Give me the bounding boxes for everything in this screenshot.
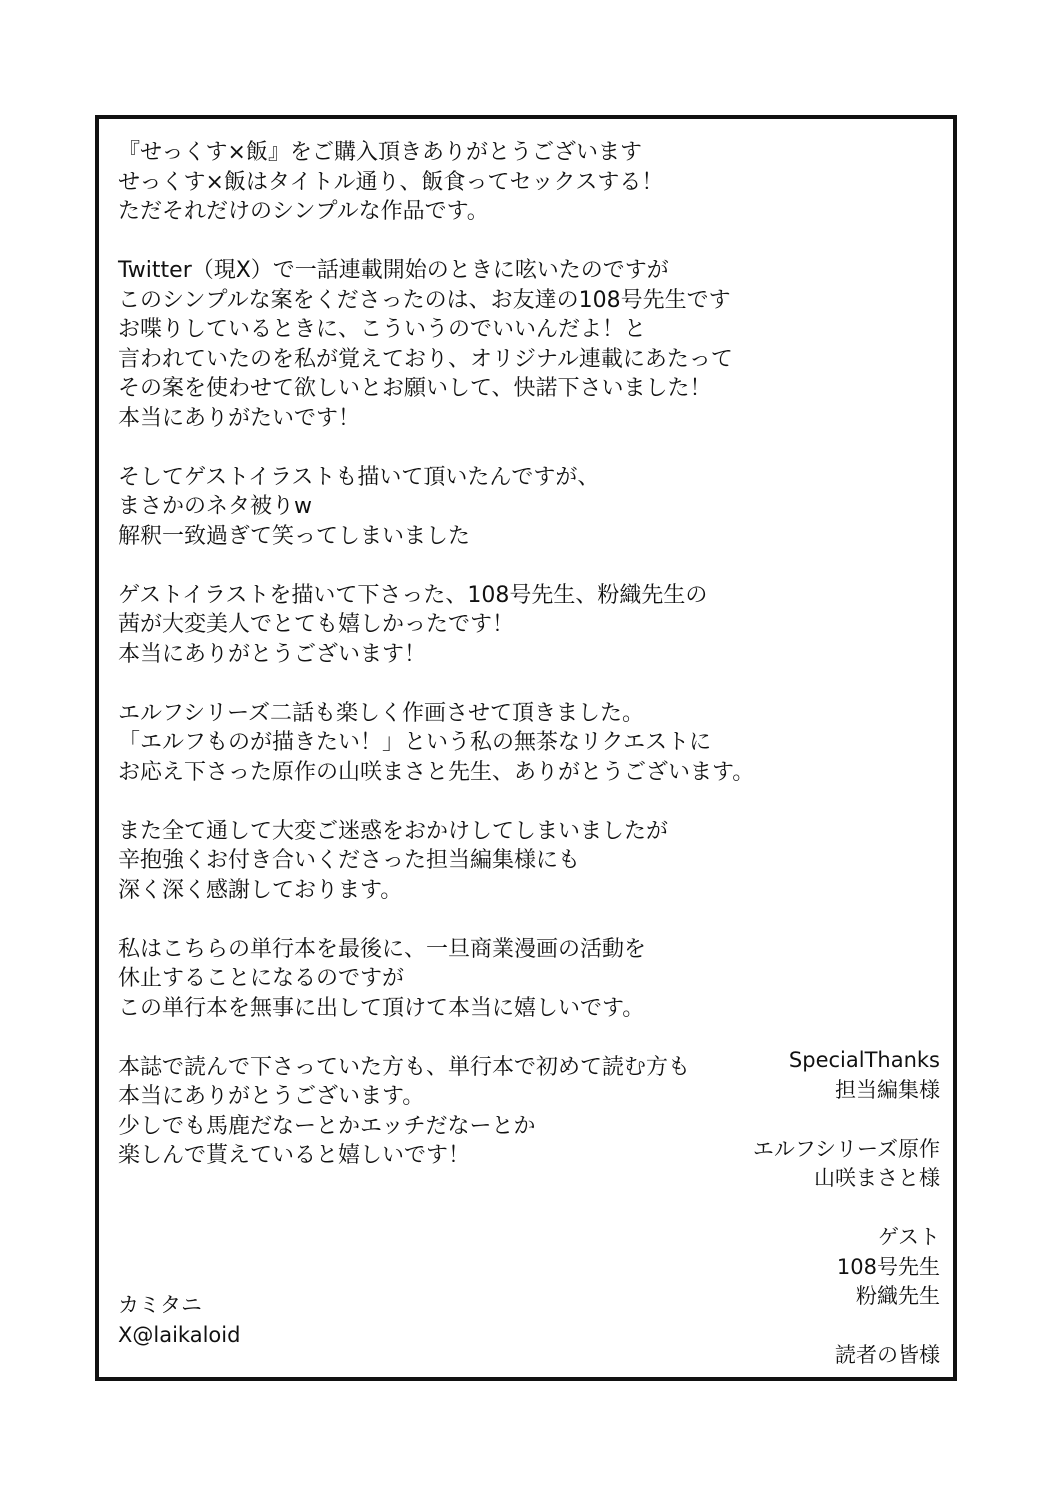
text-line: お喋りしているときに、こういうのでいいんだよ！と (118, 317, 647, 342)
text-line: Twitter（現X）で一話連載開始のときに呟いたのですが (118, 258, 669, 283)
text-line: そしてゲストイラストも描いて頂いたんですが、 (118, 464, 600, 490)
text-line: その案を使わせて欲しいとお願いして、快諾下さいました！ (118, 376, 712, 401)
thanks-name: 担当編集様 (835, 1077, 940, 1102)
text-line: エルフシリーズ二話も楽しく作画させて頂きました。 (118, 700, 645, 726)
paragraph-6 (118, 817, 798, 906)
text-line: 本誌で読んで下さっていた方も、単行本で初めて読む方も (118, 1054, 691, 1080)
thanks-group-original-work (753, 1135, 940, 1194)
thanks-group-guest (753, 1223, 940, 1312)
paragraph-7 (118, 935, 798, 1024)
text-line: 少しでも馬鹿だなーとかエッチだなーとか (118, 1113, 536, 1139)
text-line: 解釈一致過ぎて笑ってしまいました (118, 523, 471, 549)
thanks-heading: ゲスト (877, 1225, 940, 1249)
text-line: ゲストイラストを描いて下さった、108号先生、粉織先生の (118, 582, 708, 608)
thanks-group-editor (753, 1046, 940, 1105)
thanks-heading: エルフシリーズ原作 (752, 1136, 940, 1161)
author-handle: X@laikaloid (118, 1323, 241, 1347)
thanks-name: 108号先生 (836, 1254, 940, 1279)
text-line: 私はこちらの単行本を最後に、一旦商業漫画の活動を (118, 936, 647, 962)
paragraph-1 (118, 138, 798, 227)
text-line: 言われていたのを私が覚えており、オリジナル連載にあたって (118, 346, 733, 372)
text-line: この単行本を無事に出して頂けて本当に嬉しいです。 (118, 995, 645, 1021)
text-line: 深く深く感謝しております。 (118, 877, 403, 903)
text-line: ただそれだけのシンプルな作品です。 (118, 199, 489, 224)
text-line: 「エルフものが描きたい！」という私の無茶なリクエストに (118, 730, 712, 755)
thanks-name: 読者の皆様 (835, 1343, 940, 1367)
text-line: 休止することになるのですが (118, 966, 405, 991)
thanks-name: 山咲まさと様 (814, 1166, 940, 1190)
text-line: 楽しんで貰えていると嬉しいです！ (118, 1143, 471, 1168)
author-signature (118, 1290, 240, 1350)
text-line: お応え下さった原作の山咲まさと先生、ありがとうございます。 (118, 759, 755, 785)
thanks-group-readers (753, 1341, 940, 1371)
text-line: 本当にありがとうございます！ (118, 641, 427, 667)
paragraph-5 (118, 699, 798, 788)
paragraph-3 (118, 463, 798, 552)
paragraph-4 (118, 581, 798, 670)
thanks-name: 粉織先生 (856, 1284, 940, 1308)
text-line: 茜が大変美人でとても嬉しかったです！ (118, 612, 515, 637)
text-line: せっくす×飯はタイトル通り、飯食ってセックスする！ (118, 169, 664, 195)
paragraph-2 (118, 256, 798, 433)
special-thanks-block (753, 1046, 940, 1400)
text-line: 『せっくす×飯』をご購入頂きありがとうございます (118, 140, 642, 165)
text-line: 本当にありがたいです！ (118, 405, 361, 431)
thanks-heading: SpecialThanks (788, 1048, 940, 1072)
paragraph-8 (118, 1053, 798, 1171)
author-name: カミタニ (118, 1293, 202, 1317)
afterword-text (118, 138, 798, 1200)
text-line: 本当にありがとうございます。 (118, 1084, 425, 1109)
text-line: 辛抱強くお付き合いくださった担当編集様にも (118, 848, 581, 873)
text-line: このシンプルな案をくださったのは、お友達の108号先生です (118, 287, 731, 313)
text-line: また全て通して大変ご迷惑をおかけしてしまいましたが (118, 818, 669, 844)
text-line: まさかのネタ被りw (118, 494, 312, 519)
